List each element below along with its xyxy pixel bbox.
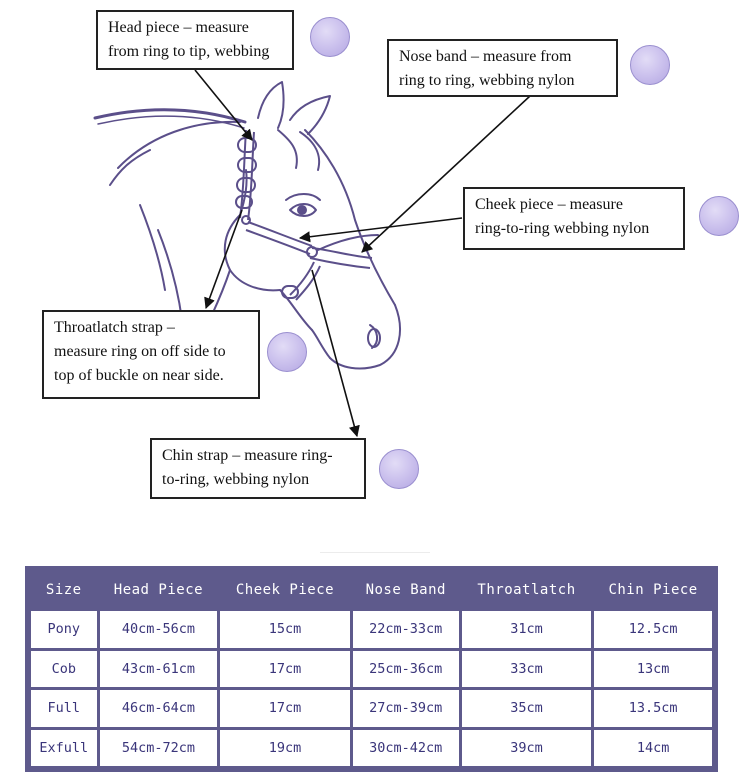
- decorative-dot: [699, 196, 739, 236]
- throatlatch-arrow: [206, 210, 242, 308]
- table-cell: 17cm: [220, 651, 349, 688]
- table-cell: 40cm-56cm: [100, 611, 218, 648]
- table-cell: 19cm: [220, 730, 349, 767]
- column-header-nose-band: Nose Band: [353, 572, 459, 608]
- table-cell: 27cm-39cm: [353, 690, 459, 727]
- nose-band-callout: Nose band – measure from ring to ring, webbing nylon: [387, 39, 618, 97]
- head-piece-callout: Head piece – measure from ring to tip, webbing: [96, 10, 294, 70]
- table-cell: Pony: [31, 611, 97, 648]
- table-row: [31, 730, 712, 767]
- decorative-dot: [379, 449, 419, 489]
- table-cell: 13.5cm: [594, 690, 712, 727]
- table-cell: 14cm: [594, 730, 712, 767]
- table-cell: 43cm-61cm: [100, 651, 218, 688]
- table-cell: Exfull: [31, 730, 97, 767]
- column-header-throatlatch: Throatlatch: [462, 572, 591, 608]
- chin-strap-callout: Chin strap – measure ring- to-ring, webbing nylon: [150, 438, 366, 499]
- table-cell: 33cm: [462, 651, 591, 688]
- decorative-dot: [630, 45, 670, 85]
- table-cell: 31cm: [462, 611, 591, 648]
- table-header-row: [31, 572, 712, 608]
- chin-strap-arrow: [312, 270, 357, 436]
- table-row: [31, 611, 712, 648]
- table-cell: Cob: [31, 651, 97, 688]
- decorative-dot: [267, 332, 307, 372]
- table-cell: 35cm: [462, 690, 591, 727]
- column-header-cheek-piece: Cheek Piece: [220, 572, 349, 608]
- table-cell: 25cm-36cm: [353, 651, 459, 688]
- table-cell: 46cm-64cm: [100, 690, 218, 727]
- size-table: [25, 566, 718, 772]
- table-cell: 22cm-33cm: [353, 611, 459, 648]
- table-cell: 12.5cm: [594, 611, 712, 648]
- column-header-head-piece: Head Piece: [100, 572, 218, 608]
- throatlatch-callout: Throatlatch strap – measure ring on off side to top of buckle on near side.: [42, 310, 260, 399]
- table-row: [31, 651, 712, 688]
- table-cell: 17cm: [220, 690, 349, 727]
- head-piece-arrow: [195, 70, 252, 140]
- table-cell: Full: [31, 690, 97, 727]
- table-cell: 13cm: [594, 651, 712, 688]
- column-header-size: Size: [31, 572, 97, 608]
- table-cell: 39cm: [462, 730, 591, 767]
- table-cell: 30cm-42cm: [353, 730, 459, 767]
- cheek-piece-callout: Cheek piece – measure ring-to-ring webbing nylon: [463, 187, 685, 250]
- column-header-chin-piece: Chin Piece: [594, 572, 712, 608]
- decorative-dot: [310, 17, 350, 57]
- divider: [320, 552, 430, 553]
- size-table-grid: [28, 569, 715, 769]
- table-cell: 54cm-72cm: [100, 730, 218, 767]
- table-cell: 15cm: [220, 611, 349, 648]
- table-row: [31, 690, 712, 727]
